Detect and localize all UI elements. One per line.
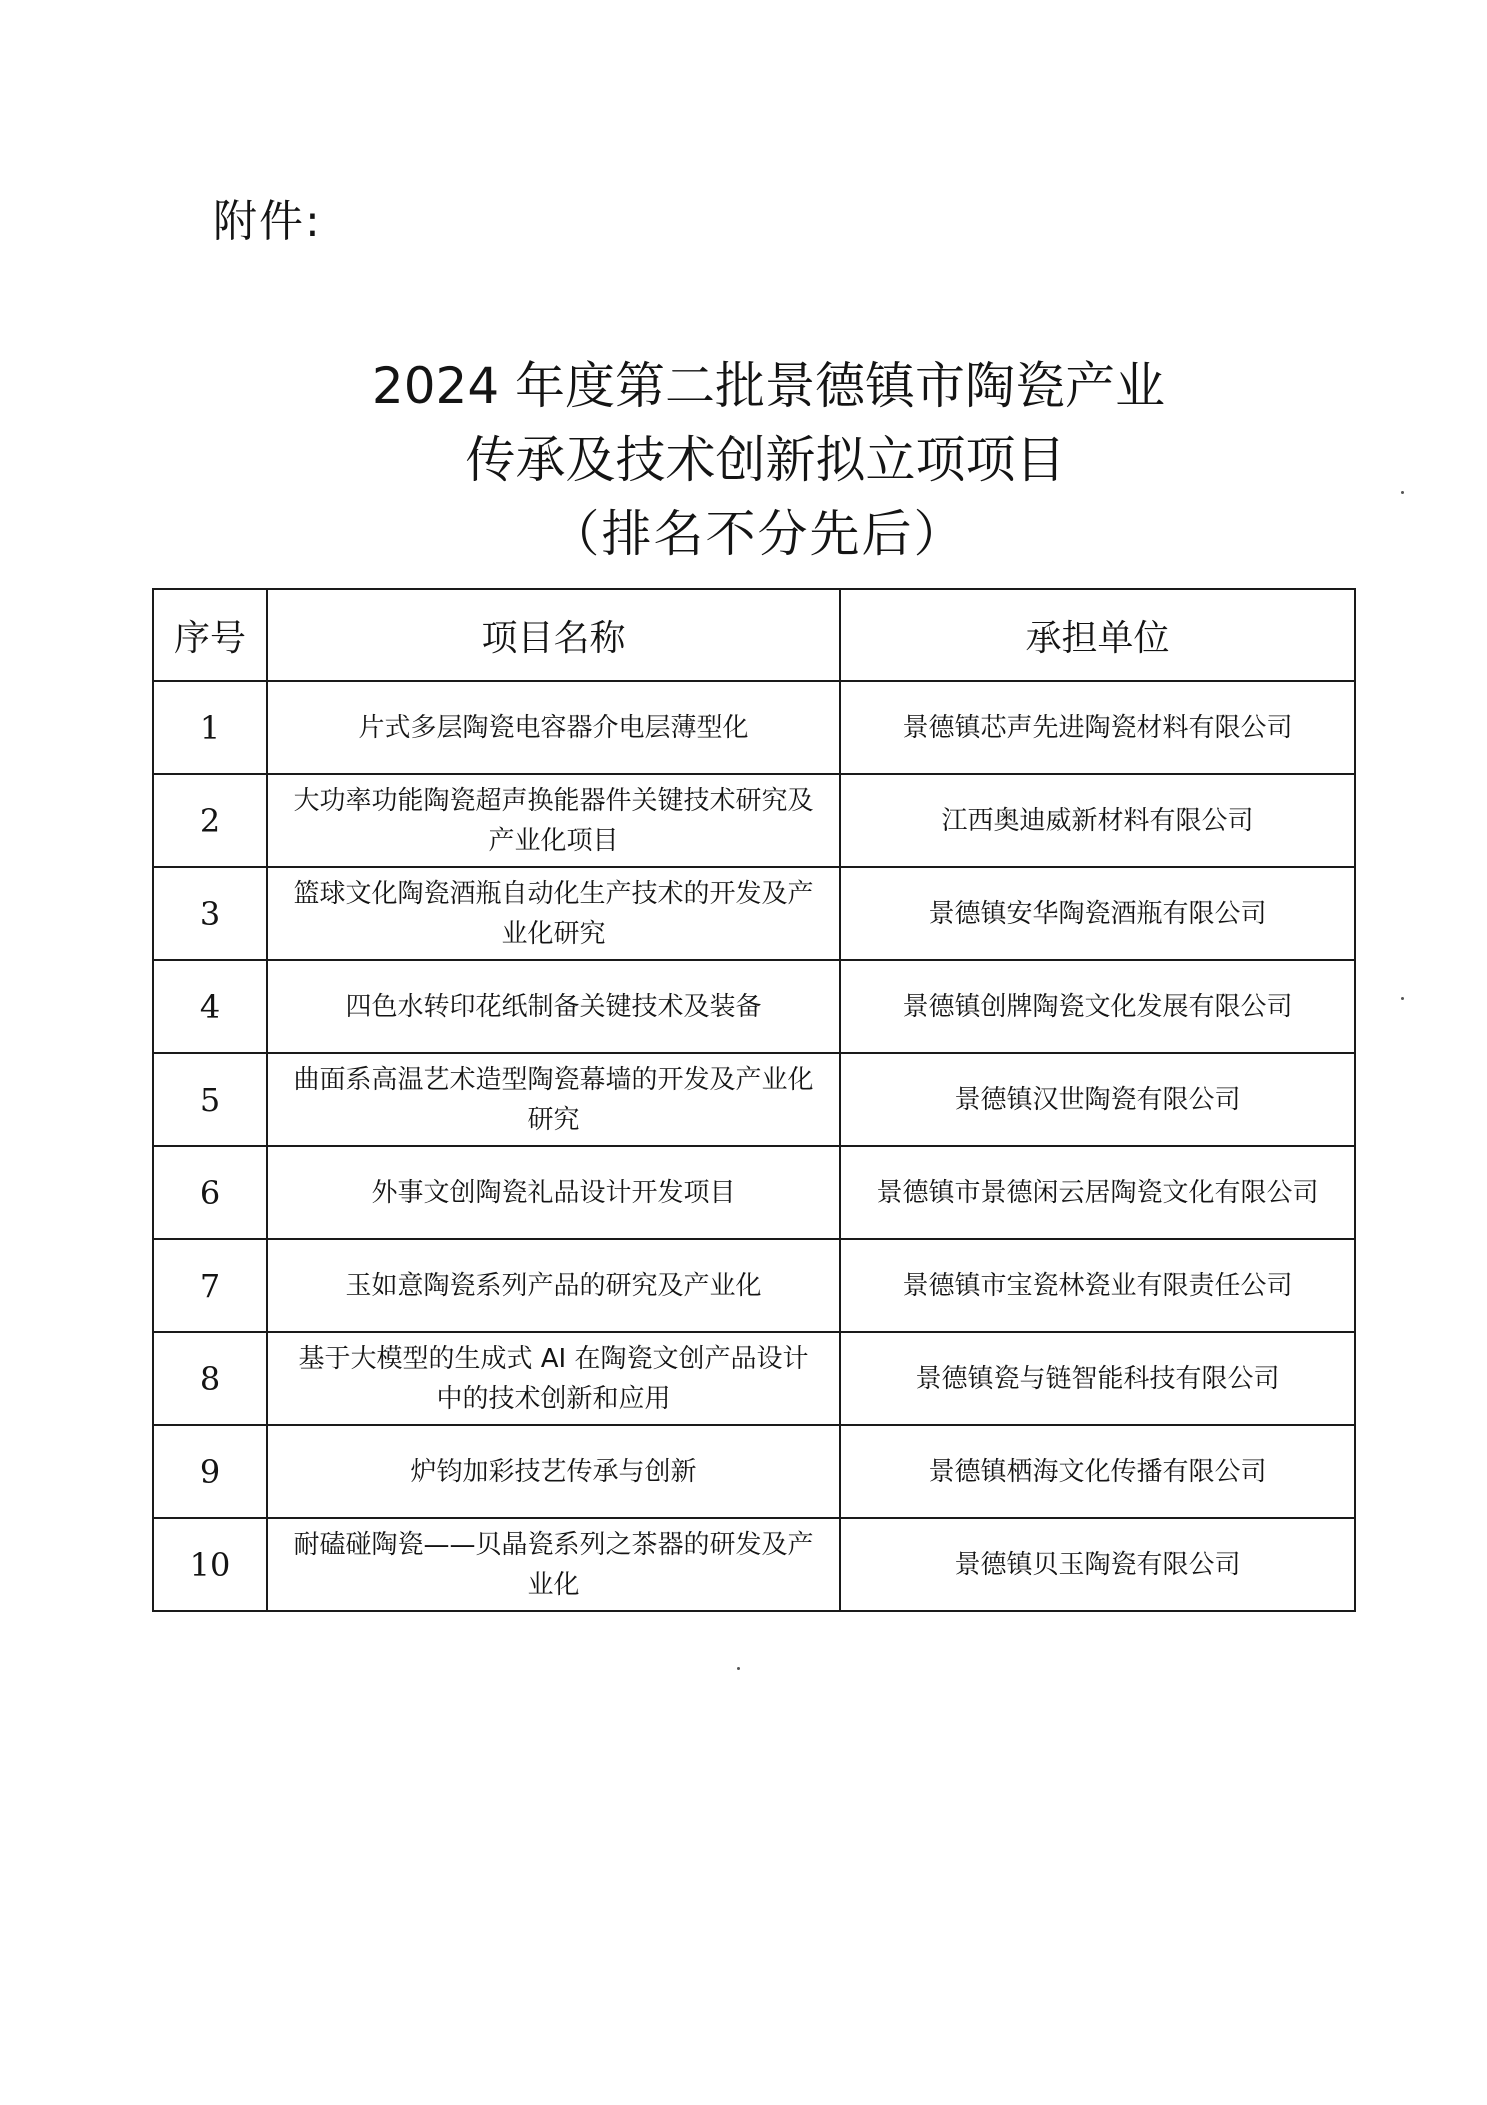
row-project-name: 炉钧加彩技艺传承与创新 <box>267 1425 840 1518</box>
table-row <box>153 1518 1355 1611</box>
row-unit: 景德镇汉世陶瓷有限公司 <box>840 1053 1355 1146</box>
row-unit: 景德镇市宝瓷林瓷业有限责任公司 <box>840 1239 1355 1332</box>
table-header-row <box>153 589 1355 681</box>
row-project-name: 曲面系高温艺术造型陶瓷幕墙的开发及产业化研究 <box>267 1053 840 1146</box>
row-project-name: 外事文创陶瓷礼品设计开发项目 <box>267 1146 840 1239</box>
row-project-name: 四色水转印花纸制备关键技术及装备 <box>267 960 840 1053</box>
title-line-3: （排名不分先后） <box>549 504 966 563</box>
row-index: 5 <box>153 1053 267 1146</box>
table-row <box>153 774 1355 867</box>
row-project-name: 基于大模型的生成式 AI 在陶瓷文创产品设计中的技术创新和应用 <box>267 1332 840 1425</box>
row-project-name: 玉如意陶瓷系列产品的研究及产业化 <box>267 1239 840 1332</box>
row-unit: 景德镇瓷与链智能科技有限公司 <box>840 1332 1355 1425</box>
row-index: 6 <box>153 1146 267 1239</box>
table-row <box>153 1425 1355 1518</box>
row-index: 2 <box>153 774 267 867</box>
scan-speck <box>1401 491 1404 494</box>
row-unit: 江西奥迪威新材料有限公司 <box>840 774 1355 867</box>
table-row <box>153 1239 1355 1332</box>
table-row <box>153 867 1355 960</box>
row-unit: 景德镇贝玉陶瓷有限公司 <box>840 1518 1355 1611</box>
row-project-name: 片式多层陶瓷电容器介电层薄型化 <box>267 681 840 774</box>
table-row <box>153 1053 1355 1146</box>
row-unit: 景德镇栖海文化传播有限公司 <box>840 1425 1355 1518</box>
row-unit: 景德镇安华陶瓷酒瓶有限公司 <box>840 867 1355 960</box>
header-index: 序号 <box>153 589 267 681</box>
row-unit: 景德镇芯声先进陶瓷材料有限公司 <box>840 681 1355 774</box>
row-index: 9 <box>153 1425 267 1518</box>
row-project-name: 篮球文化陶瓷酒瓶自动化生产技术的开发及产业化研究 <box>267 867 840 960</box>
table-row <box>153 1332 1355 1425</box>
title-line-2: 传承及技术创新拟立项项目 <box>465 430 1066 489</box>
scan-speck <box>737 1667 740 1670</box>
table-row <box>153 1146 1355 1239</box>
attachment-label: 附件: <box>213 196 322 247</box>
row-project-name: 耐磕碰陶瓷——贝晶瓷系列之茶器的研发及产业化 <box>267 1518 840 1611</box>
row-index: 3 <box>153 867 267 960</box>
table-row <box>153 960 1355 1053</box>
row-index: 10 <box>153 1518 267 1611</box>
row-unit: 景德镇市景德闲云居陶瓷文化有限公司 <box>840 1146 1355 1239</box>
table-row <box>153 681 1355 774</box>
project-table <box>152 588 1356 1612</box>
header-unit: 承担单位 <box>840 589 1355 681</box>
row-project-name: 大功率功能陶瓷超声换能器件关键技术研究及产业化项目 <box>267 774 840 867</box>
row-unit: 景德镇创牌陶瓷文化发展有限公司 <box>840 960 1355 1053</box>
row-index: 4 <box>153 960 267 1053</box>
header-project-name: 项目名称 <box>267 589 840 681</box>
row-index: 7 <box>153 1239 267 1332</box>
title-line-1: 2024 年度第二批景德镇市陶瓷产业 <box>371 356 1166 415</box>
scan-speck <box>1401 997 1404 1000</box>
row-index: 8 <box>153 1332 267 1425</box>
row-index: 1 <box>153 681 267 774</box>
document-title <box>0 349 1487 571</box>
